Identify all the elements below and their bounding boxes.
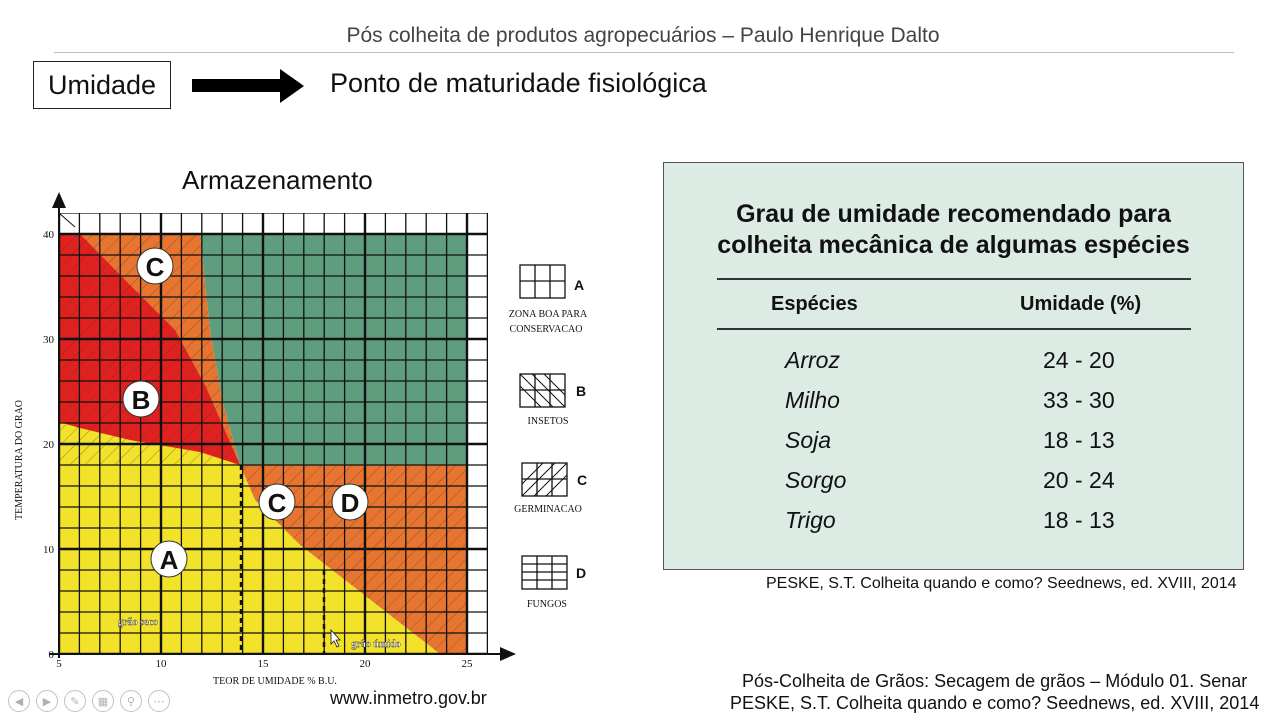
- legend-label-a-1: ZONA BOA PARA: [508, 309, 588, 320]
- svg-text:C: C: [145, 252, 165, 282]
- table-cell-moisture: 18 - 13: [1043, 427, 1115, 453]
- y-axis-label: TEMPERATURA DO GRAO: [14, 399, 25, 521]
- pen-icon[interactable]: ✎: [64, 690, 86, 712]
- svg-text:C: C: [267, 488, 287, 518]
- svg-text:D: D: [340, 488, 360, 518]
- legend-d: [522, 556, 586, 610]
- header-divider: [54, 52, 1234, 53]
- zone-label-b: [123, 381, 159, 417]
- umidade-box: Umidade: [33, 61, 171, 109]
- y-tick-label: 30: [43, 334, 54, 346]
- table-cell-moisture: 18 - 13: [1043, 507, 1115, 533]
- table-cell-species: Arroz: [785, 347, 840, 373]
- zone-label-d: [332, 484, 368, 520]
- source-url: www.inmetro.gov.br: [330, 688, 487, 708]
- table-cell-species: Sorgo: [785, 467, 847, 493]
- legend-label-b: INSETOS: [527, 416, 569, 427]
- slides-icon[interactable]: ▦: [92, 690, 114, 712]
- table-title-line-1: Grau de umidade recomendado para: [736, 200, 1171, 228]
- table-source: PESKE, S.T. Colheita quando e como? Seednews, ed. XVIII, 2014: [766, 575, 1237, 592]
- table-cell-moisture: 24 - 20: [1043, 347, 1115, 373]
- x-axis-label: TEOR DE UMIDADE % B.U.: [213, 676, 337, 687]
- prev-icon[interactable]: ◀: [8, 690, 30, 712]
- table-title-line-2: colheita mecânica de algumas espécies: [717, 231, 1190, 259]
- legend-label-a-2: CONSERVACAO: [509, 324, 583, 335]
- table-header-species: Espécies: [771, 293, 858, 315]
- zone-label-a: [151, 541, 187, 577]
- annotation-grao-seco: grão seco: [118, 617, 158, 628]
- moisture-table-panel: [663, 162, 1244, 570]
- legend-key-a: A: [573, 277, 585, 293]
- header-title: Pós colheita de produtos agropecuários – Paulo Henrique Dalto: [346, 24, 940, 47]
- zoom-icon[interactable]: ⚲: [120, 690, 142, 712]
- y-tick-label: 10: [43, 544, 54, 556]
- svg-text:B: B: [131, 385, 151, 415]
- svg-text:A: A: [159, 545, 179, 575]
- y-tick-label: 40: [43, 229, 54, 241]
- legend-label-d: FUNGOS: [526, 599, 568, 610]
- next-icon[interactable]: ▶: [36, 690, 58, 712]
- annotation-grao-umido: grão úmido: [351, 639, 401, 650]
- x-tick-label: 10: [155, 658, 167, 670]
- right-arrow-icon: [192, 68, 307, 104]
- table-header-moisture: Umidade (%): [1020, 293, 1142, 315]
- legend-a: [509, 265, 588, 335]
- table-cell-species: Trigo: [785, 507, 836, 533]
- table-top-rule: [717, 278, 1191, 280]
- table-header-rule: [717, 328, 1191, 330]
- table-cell-species: Soja: [785, 427, 832, 453]
- x-tick-label: 20: [359, 658, 371, 670]
- x-tick-label: 25: [461, 658, 473, 670]
- slide-subtitle: Ponto de maturidade fisiológica: [330, 68, 707, 98]
- storage-chart: [0, 190, 640, 720]
- footer-reference-2: PESKE, S.T. Colheita quando e como? Seednews, ed. XVIII, 2014: [730, 693, 1260, 713]
- chart-title: Armazenamento: [182, 165, 373, 195]
- zone-green: [200, 234, 467, 465]
- legend-c: [514, 463, 587, 515]
- x-axis-arrow-icon: [500, 647, 516, 661]
- legend-label-c: GERMINACAO: [514, 504, 582, 515]
- legend-key-d: D: [575, 565, 587, 581]
- zone-label-c-top: [137, 248, 173, 284]
- table-cell-moisture: 20 - 24: [1043, 467, 1115, 493]
- slideshow-toolbar: [8, 690, 170, 712]
- table-title: [664, 199, 1243, 261]
- y-axis-arrow-icon: [52, 192, 66, 208]
- legend-b: [520, 374, 586, 427]
- legend-key-c: C: [576, 472, 588, 488]
- y-tick-label: 20: [43, 439, 54, 451]
- legend-key-b: B: [575, 383, 587, 399]
- zone-label-c-mid: [259, 484, 295, 520]
- table-cell-species: Milho: [785, 387, 840, 413]
- table-cell-moisture: 33 - 30: [1043, 387, 1115, 413]
- y-tick-label: 0: [48, 649, 54, 661]
- x-tick-label: 5: [56, 658, 62, 670]
- more-icon[interactable]: ⋯: [148, 690, 170, 712]
- x-tick-label: 15: [257, 658, 269, 670]
- footer-reference-1: Pós-Colheita de Grãos: Secagem de grãos – Módulo 01. Senar: [742, 671, 1248, 691]
